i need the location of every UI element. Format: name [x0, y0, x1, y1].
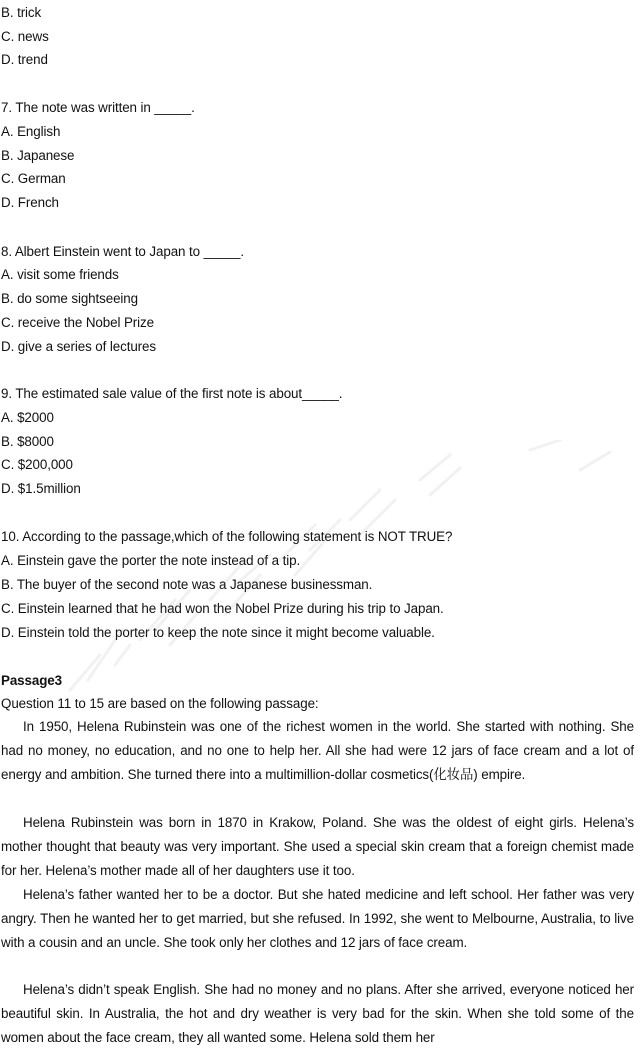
q9-option-a: A. $2000	[1, 410, 54, 425]
q7-option-c: C. German	[1, 171, 66, 186]
q7-option-d: D. French	[1, 195, 59, 210]
q8-question: 8. Albert Einstein went to Japan to _____.	[1, 244, 244, 259]
q8-option-a: A. visit some friends	[1, 267, 119, 282]
watermark-graphic	[60, 440, 620, 700]
q7-question: 7. The note was written in _____.	[1, 100, 195, 115]
passage3-paragraph-4: Helena’s didn’t speak English. She had no money and no plans. After she arrived, everyone noticed her beautiful skin. In Australia, the hot and dry weather is very bad for the skin. When she told some of the women about the face cream, they all wanted some. Helena sold them her	[1, 982, 634, 1045]
q7-option-b: B. Japanese	[1, 148, 75, 163]
q10-option-d: D. Einstein told the porter to keep the note since it might become valuable.	[1, 625, 435, 640]
q10-option-a: A. Einstein gave the porter the note instead of a tip.	[1, 553, 301, 568]
passage3-heading: Passage3	[1, 673, 62, 688]
passage3-paragraph-1: In 1950, Helena Rubinstein was one of the richest women in the world. She started with nothing. She had no money, no education, and no one to help her. All she had were 12 jars of face cream and a lot of energy and ambition. She turned there into a multimillion-dollar cosmetics(化妆品) empire.	[1, 719, 634, 782]
q6-option-b: B. trick	[1, 5, 42, 20]
q9-option-d: D. $1.5million	[1, 481, 81, 496]
q8-option-d: D. give a series of lectures	[1, 339, 156, 354]
q8-option-b: B. do some sightseeing	[1, 291, 138, 306]
q6-option-c: C. news	[1, 29, 49, 44]
q8-option-c: C. receive the Nobel Prize	[1, 315, 154, 330]
q7-option-a: A. English	[1, 124, 61, 139]
q9-option-b: B. $8000	[1, 434, 54, 449]
q10-option-b: B. The buyer of the second note was a Japanese businessman.	[1, 577, 373, 592]
q10-option-c: C. Einstein learned that he had won the Nobel Prize during his trip to Japan.	[1, 601, 444, 616]
q9-option-c: C. $200,000	[1, 457, 73, 472]
passage3-paragraph-3: Helena’s father wanted her to be a doctor. But she hated medicine and left school. Her father was very angry. Then he wanted her to get married, but she refused. In 1992, she went to Melbourne, Australia, to live with a cousin and an uncle. She took only her clothes and 12 jars of face cream.	[1, 887, 634, 950]
q6-option-d: D. trend	[1, 52, 48, 67]
passage3-paragraph-2: Helena Rubinstein was born in 1870 in Krakow, Poland. She was the oldest of eight girls. Helena’s mother thought that beauty was very important. She used a special skin cream that a foreign chemist made for her. Helena’s mother made all of her daughters use it too.	[1, 815, 634, 878]
passage3-intro: Question 11 to 15 are based on the following passage:	[1, 696, 319, 711]
q9-question: 9. The estimated sale value of the first note is about_____.	[1, 386, 343, 401]
q10-question: 10. According to the passage,which of the following statement is NOT TRUE?	[1, 529, 453, 544]
